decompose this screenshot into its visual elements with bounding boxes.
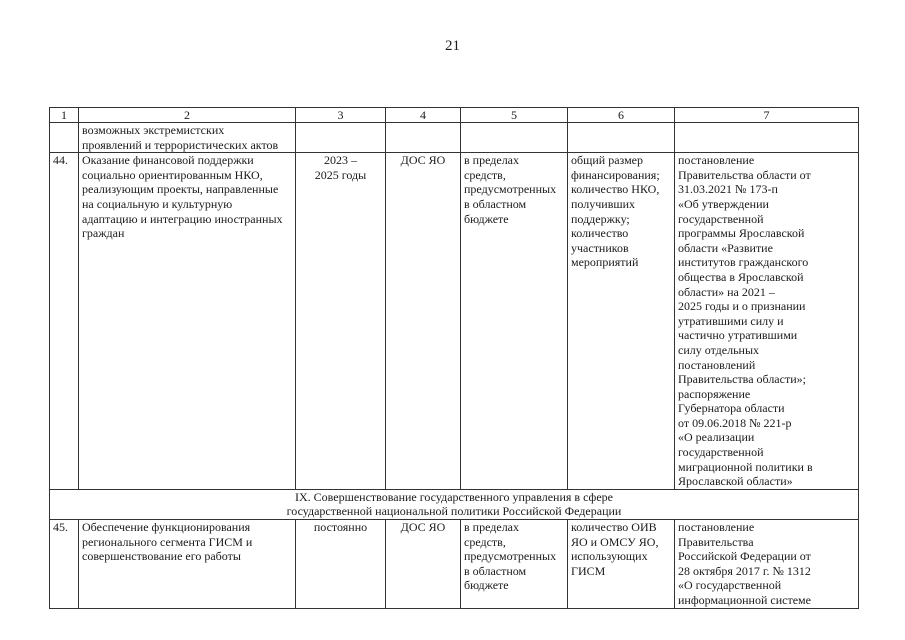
- header-cell: 3: [296, 108, 386, 123]
- measure-cell: Обеспечение функционирования регионального сегмента ГИСМ и совершенствование его работы: [79, 520, 296, 609]
- indicators-cell: общий размер финансирования; количество НКО, получивших поддержку; количество участников мероприятий: [568, 153, 675, 490]
- header-cell: 1: [50, 108, 79, 123]
- header-cell: 4: [386, 108, 461, 123]
- executor-cell: [386, 123, 461, 153]
- header-cell: 6: [568, 108, 675, 123]
- funding-cell: [461, 123, 568, 153]
- section-heading: IX. Совершенствование государственного управления в сфере государственной национальной политики Российской Федерации: [50, 489, 859, 519]
- basis-cell: [675, 123, 859, 153]
- indicators-cell: [568, 123, 675, 153]
- header-cell: 2: [79, 108, 296, 123]
- funding-cell: в пределах средств, предусмотренных в областном бюджете: [461, 153, 568, 490]
- indicators-cell: количество ОИВ ЯО и ОМСУ ЯО, использующих ГИСМ: [568, 520, 675, 609]
- basis-cell: постановление Правительства области от 31.03.2021 № 173-п «Об утверждении государственной программы Ярославской области «Развитие институтов гражданского общества в Ярославской области» на 2021 – 2025 годы и о признании утратившими силу и частично утратившими силу отдельных постановлений Правительства области»; распоряжение Губернатора области от 09.06.2018 № 221-р «О реализации государственной миграционной политики в Ярославской области»: [675, 153, 859, 490]
- page-number: 21: [445, 38, 460, 54]
- row-number-cell: 44.: [50, 153, 79, 490]
- header-cell: 5: [461, 108, 568, 123]
- table-row: [50, 153, 859, 490]
- term-cell: постоянно: [296, 520, 386, 609]
- row-number-cell: 45.: [50, 520, 79, 609]
- term-cell: 2023 – 2025 годы: [296, 153, 386, 490]
- basis-cell: постановление Правительства Российской Федерации от 28 октября 2017 г. № 1312 «О государственной информационной системе: [675, 520, 859, 609]
- measures-table: [49, 107, 859, 609]
- term-cell: [296, 123, 386, 153]
- row-number-cell: [50, 123, 79, 153]
- section-heading-row: [50, 489, 859, 519]
- measure-cell: Оказание финансовой поддержки социально ориентированным НКО, реализующим проекты, направленные на социальную и культурную адаптацию и интеграцию иностранных граждан: [79, 153, 296, 490]
- header-cell: 7: [675, 108, 859, 123]
- table-row: [50, 123, 859, 153]
- funding-cell: в пределах средств, предусмотренных в областном бюджете: [461, 520, 568, 609]
- executor-cell: ДОС ЯО: [386, 520, 461, 609]
- table-header-row: [50, 108, 859, 123]
- executor-cell: ДОС ЯО: [386, 153, 461, 490]
- table-row: [50, 520, 859, 609]
- measure-cell: возможных экстремистских проявлений и террористических актов: [79, 123, 296, 153]
